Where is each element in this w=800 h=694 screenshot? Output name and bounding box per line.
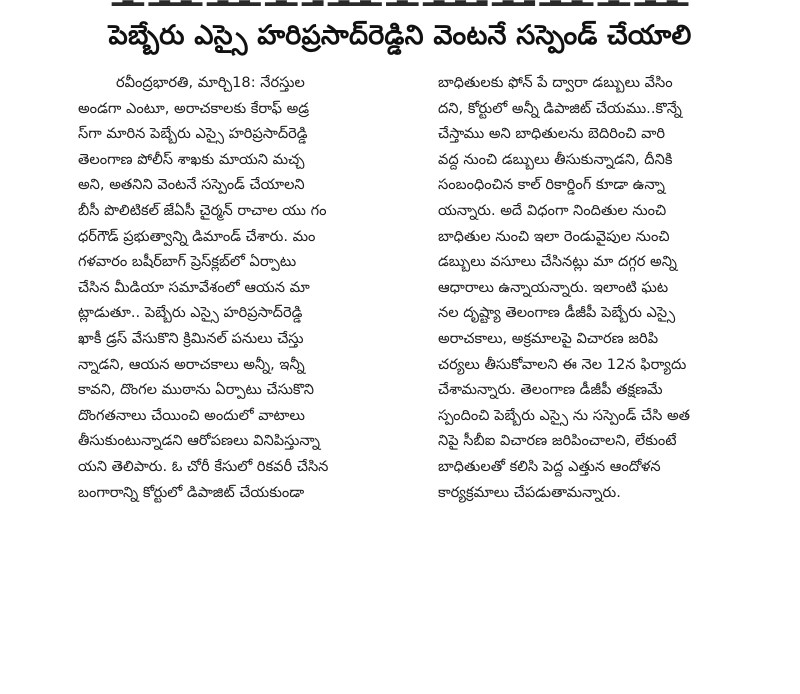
- text-line: బాధితులతో కలిసి పెద్ద ఎత్తున ఆందోళన: [438, 457, 661, 475]
- text-line: బీసీ పొలిటికల్ జేఏసీ చైర్మన్ రాచాల యు గం: [78, 201, 327, 219]
- text-line: వద్ద నుంచి డబ్బులు తీసుకున్నాడని, దీనికి: [438, 150, 673, 168]
- text-line: అరాచకాలు, అక్రమాలపై విచారణ జరిపి: [438, 329, 659, 347]
- text-line: బంగారాన్ని కోర్టులో డిపాజిట్ చేయకుండా: [78, 483, 305, 501]
- text-line: గళవారం బషీర్‌బాగ్ ప్రెస్‌క్లబ్‌లో ఏర్పాటు: [78, 253, 297, 271]
- text-line: సంబంధించిన కాల్ రికార్డింగ్ కూడా ఉన్నా: [438, 176, 665, 194]
- text-line: బాధితులకు ఫోన్ పే ద్వారా డబ్బులు వేసిం: [438, 74, 673, 91]
- text-line: స్‌గా మారిన పెబ్బేరు ఎస్సై హరిప్రసాద్‌రెడ్డి: [78, 125, 308, 143]
- article-column-left: [78, 70, 433, 505]
- text-line: ఖాకీ డ్రస్ వేసుకొని క్రిమినల్ పనులు చేస్తు: [78, 329, 304, 347]
- text-line: ధర్‌గౌడ్ ప్రభుత్వాన్ని డిమాండ్ చేశారు. మం: [78, 227, 316, 245]
- text-line: యన్నారు. అదే విధంగా నిందితుల నుంచి: [438, 201, 667, 219]
- text-line: రవీంద్రభారతి, మార్చి18: నేరస్తుల: [116, 74, 305, 91]
- text-line: ట్లాడుతూ.. పెబ్బేరు ఎస్సై హరిప్రసాద్‌రెడ్డి: [78, 304, 303, 322]
- text-line: స్పందించి పెబ్బేరు ఎస్సై ను సస్పెండ్ చేసి అత: [438, 406, 691, 424]
- text-line: ఆధారాలు ఉన్నాయన్నారు. ఇలాంటి ఘట: [438, 278, 669, 296]
- text-line: డబ్బులు వసూలు చేసినట్లు మా దగ్గర అన్ని: [438, 253, 677, 271]
- text-line: చేస్తాము అని బాధితులను బెదిరించి వారి: [438, 125, 666, 143]
- text-line: నిపై సీబీఐ విచారణ జరిపించాలని, లేకుంటే: [438, 432, 677, 450]
- text-line: నల దృష్ట్యా తెలంగాణ డీజీపీ పెబ్బేరు ఎస్సై: [438, 304, 676, 322]
- text-line: బాధితుల నుంచి ఇలా రెండువైపుల నుంచి: [438, 227, 670, 245]
- text-line: చర్యలు తీసుకోవాలని ఈ నెల 12న ఫిర్యాదు: [438, 355, 687, 373]
- text-line: చేసిన మీడియా సమావేశంలో ఆయన మా: [78, 278, 310, 296]
- text-line: కావని, దొంగల ముఠాను ఏర్పాటు చేసుకొని: [78, 381, 315, 399]
- article-headline: పెబ్బేరు ఎస్సై హరిప్రసాద్‌రెడ్డిని వెంటనే సస్పెండ్ చేయాలి: [108, 20, 692, 51]
- text-line: యని తెలిపారు. ఓ చోరీ కేసులో రికవరీ చేసిన: [78, 457, 329, 475]
- text-line: చేశామన్నారు. తెలంగాణ డీజీపీ తక్షణమే: [438, 381, 663, 399]
- text-line: అని, అతనిని వెంటనే సస్పెండ్ చేయాలని: [78, 176, 305, 194]
- text-line: న్నాడని, ఆయన అరాచకాలు అన్నీ, ఇన్నీ: [78, 355, 305, 373]
- article-column-right: [438, 70, 793, 505]
- text-line: అండగా ఎంటూ, అరాచకాలకు కేరాఫ్ అడ్ర: [78, 99, 310, 117]
- text-line: తెలంగాణ పోలీస్ శాఖకు మాయని మచ్చ: [78, 150, 305, 168]
- text-line: తీసుకుంటున్నాడని ఆరోపణలు వినిపిస్తున్నా: [78, 432, 320, 450]
- text-line: దని, కోర్టులో అన్నీ డిపాజిట్ చేయము..కొన్నే: [438, 99, 682, 117]
- text-line: కార్యక్రమాలు చేపడుతామన్నారు.: [438, 483, 621, 501]
- text-line: దొంగతనాలు చేయించి అందులో వాటాలు: [78, 406, 305, 424]
- clipped-previous-article-text: [0, 0, 800, 6]
